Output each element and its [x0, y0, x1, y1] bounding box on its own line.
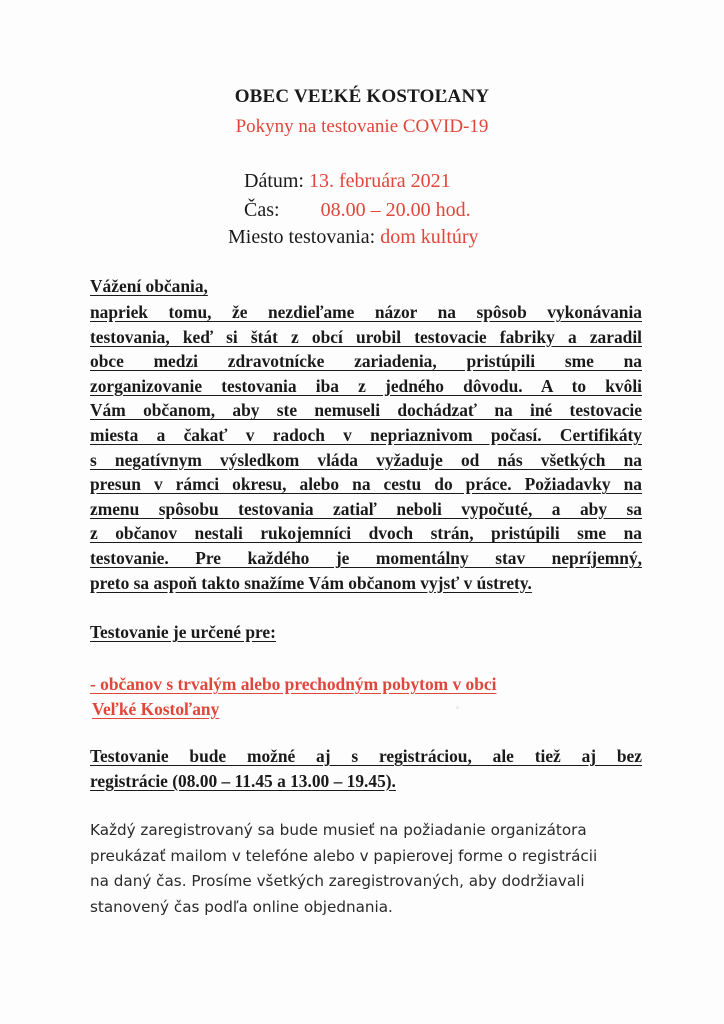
letter-line: napriek tomu, že nezdieľame názor na spôsob vykonávania	[90, 302, 642, 322]
greeting-text: Vážení občania,	[90, 276, 208, 296]
letter-line: miesta a čakať v radoch v nepriaznivom počasí. Certifikáty	[90, 424, 642, 445]
letter-line: presun v rámci okresu, alebo na cestu do práce. Požiadavky na	[90, 474, 642, 495]
place-row	[228, 226, 479, 249]
letter-line: preto sa aspoň takto snažíme Vám občanom vyjsť v ústrety.	[90, 572, 532, 593]
time-value: 08.00 – 20.00 hod.	[320, 199, 471, 221]
letter-line: z občanov nestali rukojemníci dvoch strán, pristúpili sme na	[90, 523, 642, 544]
letter-line: testovanie. Pre každého je momentálny stav nepríjemný,	[90, 547, 642, 568]
registration-line: registrácie (08.00 – 11.45 a 13.00 – 19.45).	[90, 770, 396, 791]
place-label: Miesto testovania:	[228, 226, 376, 248]
document-subtitle: Pokyny na testovanie COVID-19	[235, 116, 489, 137]
note-line: Každý zaregistrovaný sa bude musieť na požiadanie organizátora	[90, 821, 587, 839]
date-label: Dátum:	[244, 170, 304, 192]
note-line: stanovený čas podľa online objednania.	[90, 897, 393, 916]
note-line: na daný čas. Prosíme všetkých zaregistrovaných, aby dodržiavali	[90, 872, 585, 891]
letter-line: zmenu spôsobu testovania zatiaľ neboli vypočuté, a aby sa	[90, 498, 642, 519]
letter-line: s negatívnym výsledkom vláda vyžaduje od nás všetkých na	[90, 449, 642, 470]
municipality-title: OBEC VEĽKÉ KOSTOĽANY	[234, 86, 490, 107]
date-value: 13. februára 2021	[309, 170, 451, 192]
registration-info	[90, 744, 642, 793]
eligibility-item: - občanov s trvalým alebo prechodným pobytom v obci	[90, 674, 497, 694]
registration-note	[90, 818, 642, 920]
letter-body	[90, 300, 642, 595]
letter-line: Vám občanom, aby ste nemuseli dochádzať na iné testovacie	[90, 400, 642, 421]
date-row	[244, 170, 451, 193]
eligibility-list	[90, 672, 496, 721]
eligibility-item-continued: Veľké Kostoľany	[92, 698, 220, 719]
note-line: preukázať mailom v telefóne alebo v papierovej forme o registrácii	[90, 846, 598, 865]
letter-line: testovania, keď si štát z obcí urobil testovacie fabriky a zaradil	[90, 326, 642, 347]
place-value: dom kultúry	[380, 226, 479, 248]
eligibility-heading: Testovanie je určené pre:	[90, 622, 276, 642]
time-row	[244, 199, 471, 222]
greeting	[90, 274, 642, 299]
time-label: Čas:	[244, 199, 280, 221]
letter-line: zorganizovanie testovania iba z jedného dôvodu. A to kvôli	[90, 375, 642, 396]
scan-speck	[456, 706, 459, 709]
letter-line: obce medzi zdravotnícke zariadenia, pristúpili sme na	[90, 351, 642, 372]
registration-line: Testovanie bude možné aj s registráciou, ale tiež aj bez	[90, 746, 642, 766]
